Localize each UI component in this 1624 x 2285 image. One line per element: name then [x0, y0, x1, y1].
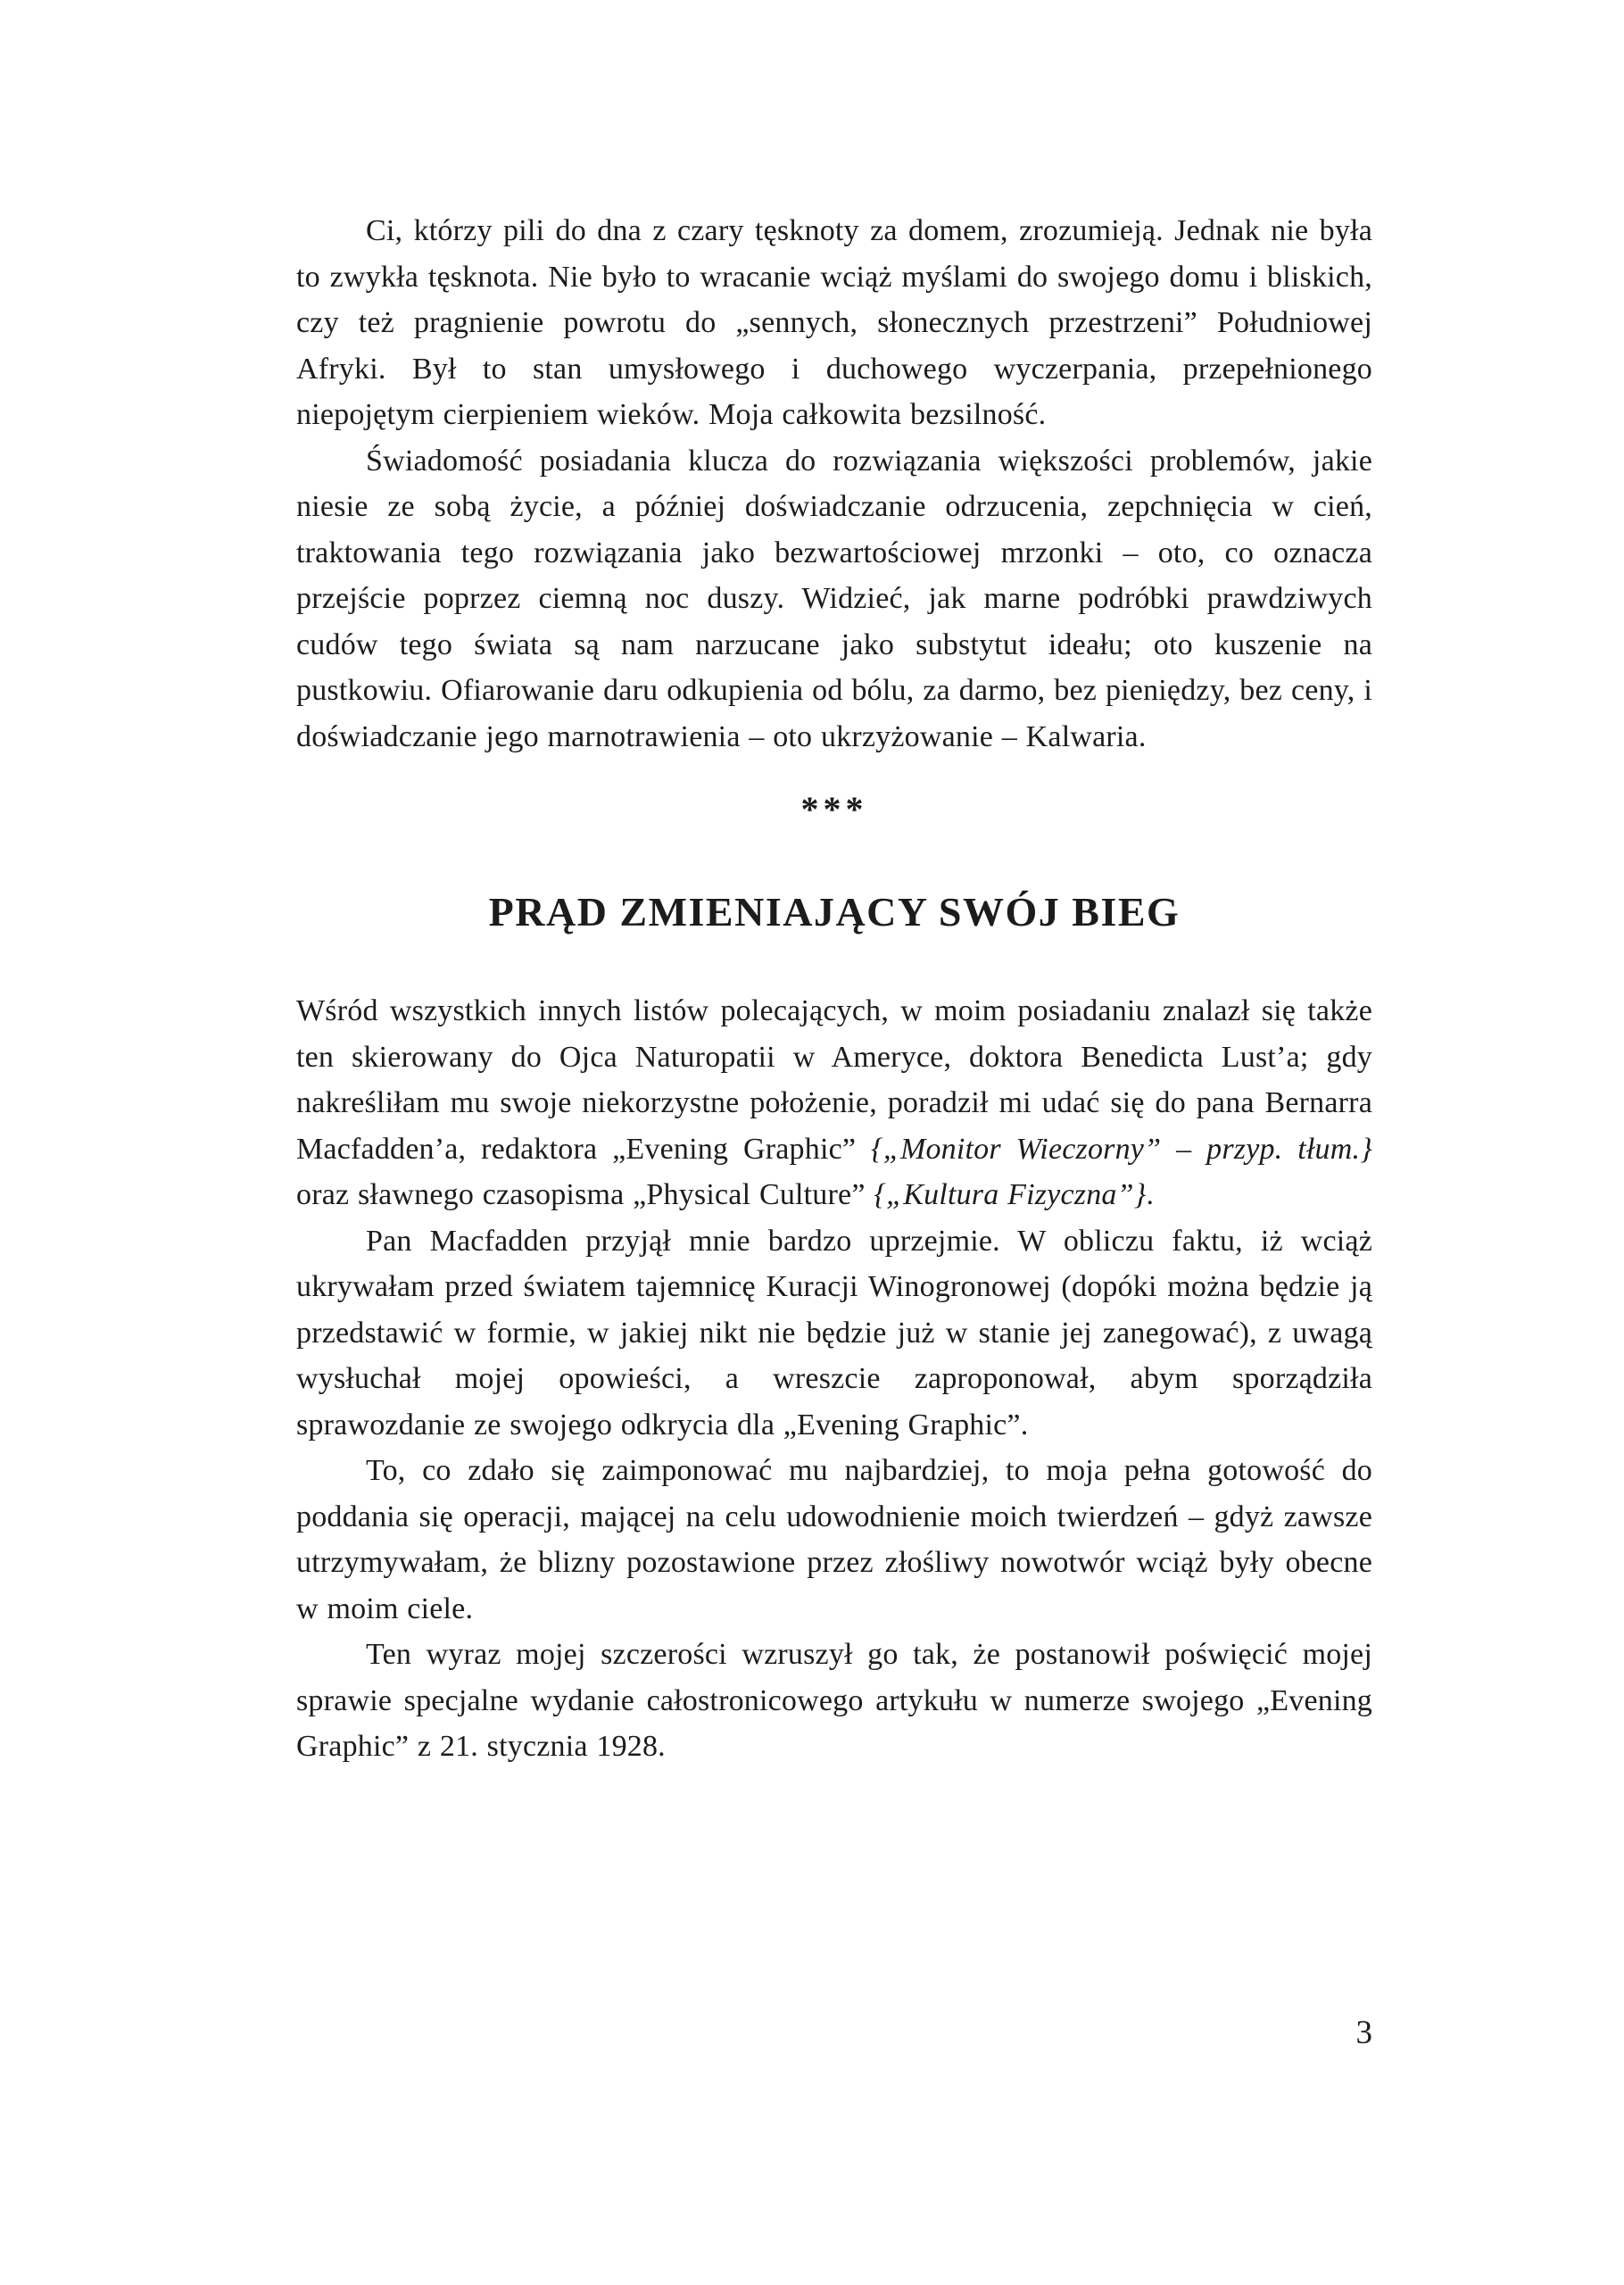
text-segment: Świadomość posiadania klucza do rozwiązania większości problemów, jakie niesie ze sobą życie, a później doświadczanie odrzucenia, zepchnięcia w cień, traktowania tego rozwiązania jako bezwartościowej mrzonki – oto, co oznacza przejście poprzez ciemną noc duszy. Widzieć, jak marne podróbki prawdziwych cudów tego świata są nam narzucane jako substytut ideału; oto kuszenie na pustkowiu. Ofiarowanie daru odkupienia od bólu, za darmo, bez pieniędzy, bez ceny, i doświadczanie jego marnotrawienia – oto ukrzyżowanie – Kalwaria.	[296, 444, 1372, 753]
paragraph	[296, 1218, 1372, 1449]
text-segment: To, co zdało się zaimponować mu najbardziej, to moja pełna gotowość do poddania się operacji, mającej na celu udowodnienie moich twierdzeń – gdyż zawsze utrzymywałam, że blizny pozostawione przez złośliwy nowotwór wciąż były obecne w moim ciele.	[296, 1454, 1372, 1625]
paragraphs-after-title	[296, 988, 1372, 1770]
paragraph	[296, 438, 1372, 760]
section-title: PRĄD ZMIENIAJĄCY SWÓJ BIEG	[488, 889, 1181, 935]
text-segment: .	[1146, 1178, 1155, 1211]
italic-text-segment: {„Kultura Fizyczna”}	[874, 1178, 1147, 1211]
text-block	[296, 208, 1372, 1770]
text-segment: Ci, którzy pili do dna z czary tęsknoty za domem, zrozumieją. Jednak nie była to zwykła tęsknota. Nie było to wracanie wciąż myślami do swojego domu i bliskich, czy też pragnienie powrotu do „sennych, słonecznych przestrzeni” Południowej Afryki. Był to stan umysłowego i duchowego wyczerpania, przepełnionego niepojętym cierpieniem wieków. Moja całkowita bezsilność.	[296, 214, 1372, 431]
italic-text-segment: {„Monitor Wieczorny” – przyp. tłum.}	[871, 1132, 1372, 1166]
paragraph	[296, 1632, 1372, 1770]
text-segment: oraz sławnego czasopisma „Physical Culture”	[296, 1178, 874, 1211]
section-separator-asterisks: ***	[800, 789, 868, 829]
paragraph	[296, 988, 1372, 1218]
paragraphs-before-title	[296, 208, 1372, 760]
text-segment: Ten wyraz mojej szczerości wzruszył go tak, że postanowił poświęcić mojej sprawie specjalne wydanie całostronicowego artykułu w numerze swojego „Evening Graphic” z 21. stycznia 1928.	[296, 1638, 1372, 1763]
text-segment: Pan Macfadden przyjął mnie bardzo uprzejmie. W obliczu faktu, iż wciąż ukrywałam przed światem tajemnicę Kuracji Winogronowej (dopóki można będzie ją przedstawić w formie, w jakiej nikt nie będzie już w stanie jej zanegować), z uwagą wysłuchał mojej opowieści, a wreszcie zaproponował, abym sporządziła sprawozdanie ze swojego odkrycia dla „Evening Graphic”.	[296, 1224, 1372, 1442]
text-segment: Wśród wszystkich innych listów polecających, w moim posiadaniu znalazł się także ten skierowany do Ojca Naturopatii w Ameryce, doktora Benedicta Lust’a; gdy nakreśliłam mu swoje niekorzystne położenie, poradził mi udać się do pana Bernarra Macfadden’a, redaktora „Evening Graphic”	[296, 994, 1372, 1166]
paragraph	[296, 1448, 1372, 1632]
page-number: 3	[1355, 2015, 1372, 2051]
paragraph	[296, 208, 1372, 438]
